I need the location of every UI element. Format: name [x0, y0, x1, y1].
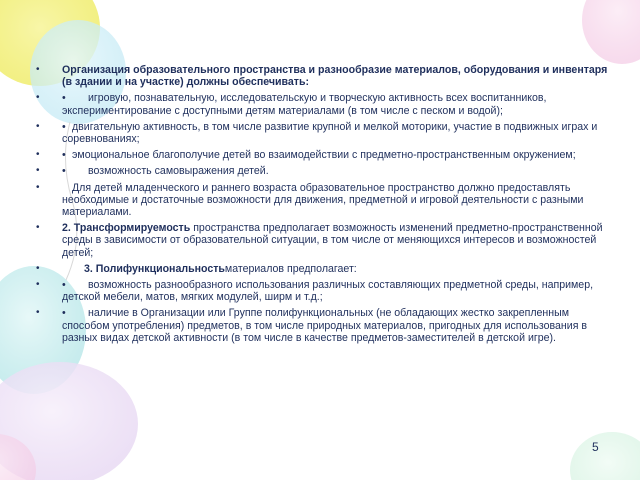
list-item [36, 64, 608, 88]
list-item: • 3. Полифункциональностьматериалов предполагает: [36, 263, 608, 275]
list-item: • 2. Трансформируемость пространства предполагает возможность изменений предметно-пространственной среды в зависимости от образовательной ситуации, в том числе от меняющихся интересов и возможностей детей; [36, 222, 608, 259]
list-item: • • возможность самовыражения детей. [36, 165, 608, 177]
list-item: • • наличие в Организации или Группе полифункциональных (не обладающих жестко закрепленным способом употребления) предметов, в том числе природных материалов, пригодных для использования в разных видах детской активности (в том числе в качестве предметов-заместителей в детской игре). [36, 307, 608, 344]
list-item: • • двигательную активность, в том числе развитие крупной и мелкой моторики, участие в подвижных играх и соревнованиях; [36, 121, 608, 145]
slide-content [36, 64, 608, 348]
list-item: • • эмоциональное благополучие детей во взаимодействии с предметно-пространственным окружением; [36, 149, 608, 161]
green-balloon [570, 432, 640, 480]
list-item: • • игровую, познавательную, исследовательскую и творческую активность всех воспитанников, экспериментирование с доступными детям материалами (в том числе с песком и водой); [36, 92, 608, 116]
heading-text: Организация образовательного пространства и разнообразие материалов, оборудования и инвентаря (в здании и на участке) должны обеспечивать: [62, 64, 608, 89]
section-title: 3. Полифункциональность [84, 262, 225, 275]
page-number: 5 [592, 440, 599, 454]
list-item: • Для детей младенческого и раннего возраста образовательное пространство должно предоставлять необходимые и достаточные возможности для движения, предметной и игровой деятельности с разными материалами. [36, 182, 608, 219]
pink-balloon [582, 0, 640, 64]
list-item: • • возможность разнообразного использования различных составляющих предметной среды, например, детской мебели, матов, мягких модулей, ширм и т.д.; [36, 279, 608, 303]
section-title: 2. Трансформируемость [62, 222, 191, 235]
